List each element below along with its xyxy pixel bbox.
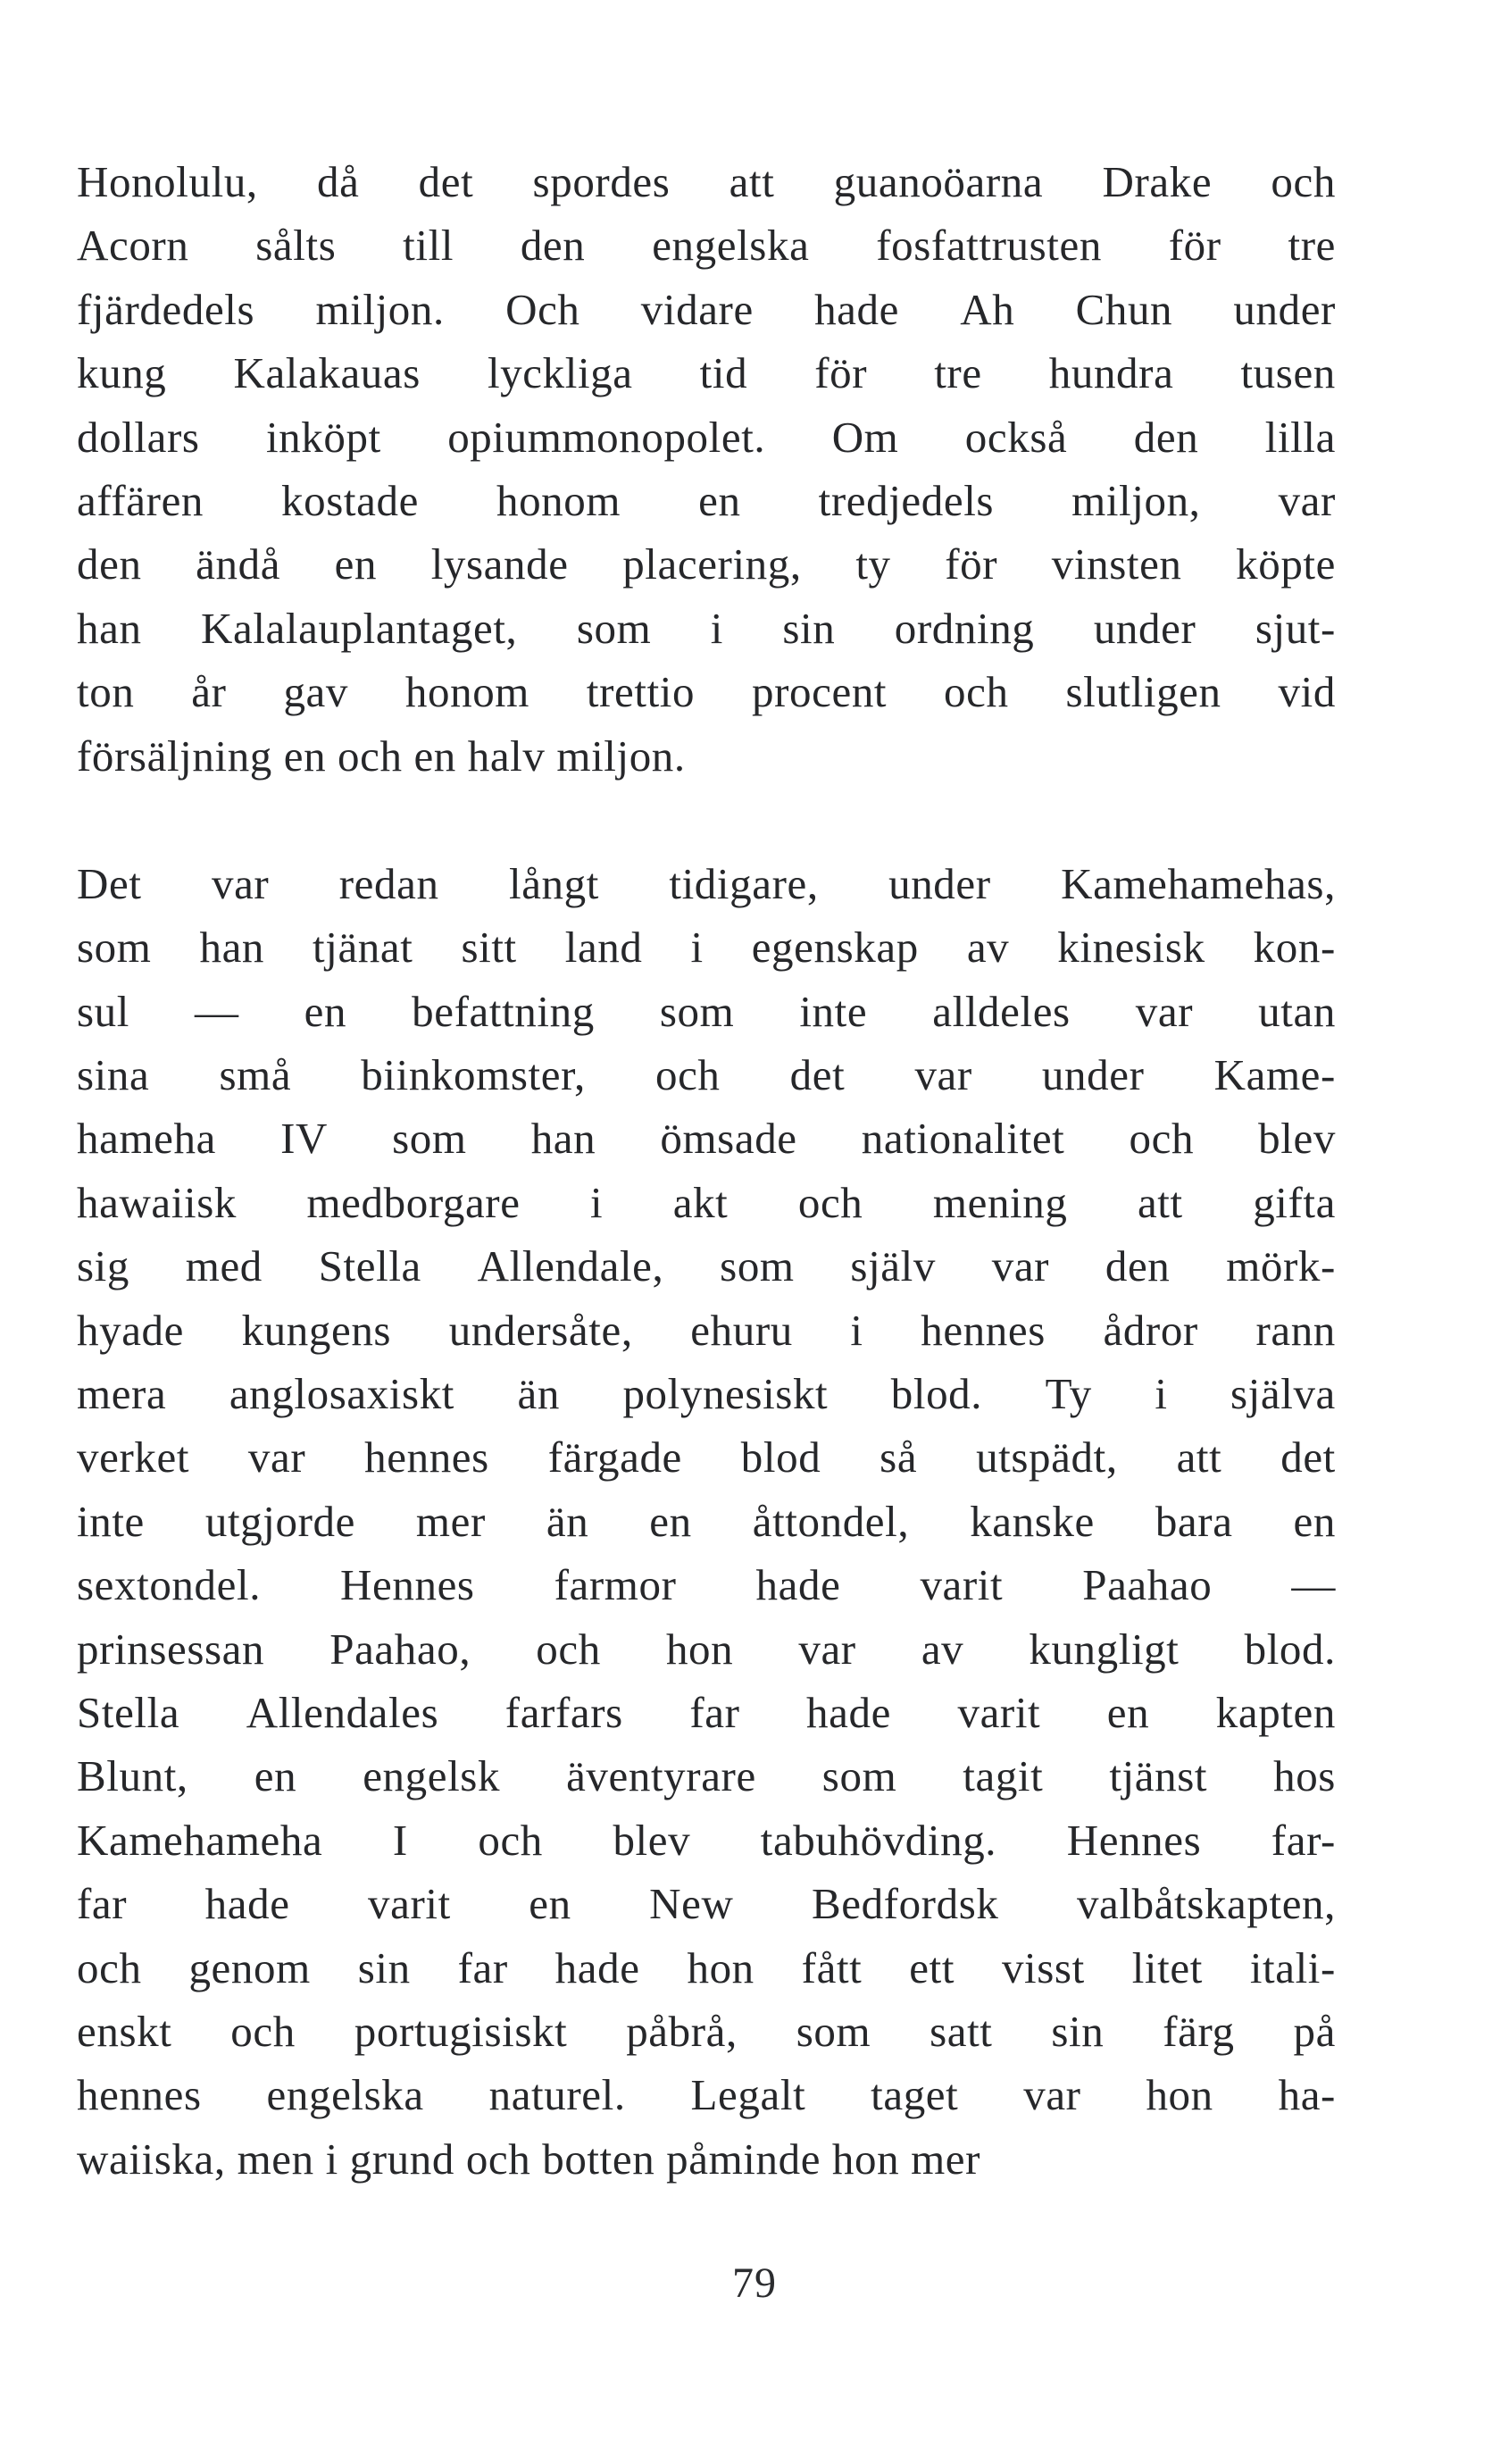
text-line: sextondel. Hennes farmor hade varit Paahao — [77, 1560, 1336, 1610]
text-line: den ändå en lysande placering, ty för vinsten köpte [77, 539, 1336, 589]
text-line: Stella Allendales farfars far hade varit en kapten [77, 1687, 1336, 1737]
text-line: prinsessan Paahao, och hon var av kungligt blod. [77, 1624, 1336, 1674]
text-line: Blunt, en engelsk äventyrare som tagit tjänst hos [77, 1751, 1336, 1801]
text-line: Acorn sålts till den engelska fosfattrusten för tre [77, 221, 1336, 271]
text-line: kung Kalakauas lyckliga tid för tre hundra tusen [77, 348, 1336, 398]
text-line: hawaiisk medborgare i akt och mening att gifta [77, 1177, 1336, 1227]
text-line: hameha IV som han ömsade nationalitet och blev [77, 1114, 1336, 1164]
text-line: Kamehameha I och blev tabuhövding. Hennes far- [77, 1815, 1336, 1865]
book-page-body [77, 150, 1336, 2191]
text-line: han Kalalauplantaget, som i sin ordning under sjut- [77, 603, 1336, 653]
paragraph-2 [77, 852, 1336, 2191]
paragraph-1 [77, 150, 1336, 788]
text-line: fjärdedels miljon. Och vidare hade Ah Chun under [77, 284, 1336, 334]
text-line: försäljning en och en halv miljon. [77, 731, 686, 781]
text-line: sig med Stella Allendale, som själv var den mörk- [77, 1241, 1336, 1291]
text-line: verket var hennes färgade blod så utspädt, att det [77, 1432, 1336, 1483]
text-line: far hade varit en New Bedfordsk valbåtskapten, [77, 1879, 1336, 1929]
text-line: hyade kungens undersåte, ehuru i hennes ådror rann [77, 1305, 1336, 1355]
text-line: mera anglosaxiskt än polynesiskt blod. Ty i själva [77, 1369, 1336, 1419]
text-line: inte utgjorde mer än en åttondel, kanske bara en [77, 1496, 1336, 1546]
text-line: dollars inköpt opiummonopolet. Om också den lilla [77, 412, 1336, 462]
text-line: sina små biinkomster, och det var under Kame- [77, 1050, 1336, 1100]
text-line: ton år gav honom trettio procent och slutligen vid [77, 667, 1336, 717]
text-line: Honolulu, då det spordes att guanoöarna Drake och [77, 157, 1336, 206]
text-line: som han tjänat sitt land i egenskap av kinesisk kon- [77, 923, 1336, 973]
text-line: hennes engelska naturel. Legalt taget var hon ha- [77, 2070, 1336, 2120]
text-line: och genom sin far hade hon fått ett visst litet itali- [77, 1942, 1336, 1992]
text-line: affären kostade honom en tredjedels miljon, var [77, 475, 1336, 525]
text-line: sul — en befattning som inte alldeles var utan [77, 986, 1336, 1036]
text-line: waiiska, men i grund och botten påminde hon mer [77, 2134, 981, 2184]
text-line: Det var redan långt tidigare, under Kamehamehas, [77, 858, 1336, 908]
page-number: 79 [732, 2259, 777, 2307]
paragraph-gap [77, 788, 1336, 852]
text-line: enskt och portugisiskt påbrå, som satt sin färg på [77, 2006, 1336, 2056]
